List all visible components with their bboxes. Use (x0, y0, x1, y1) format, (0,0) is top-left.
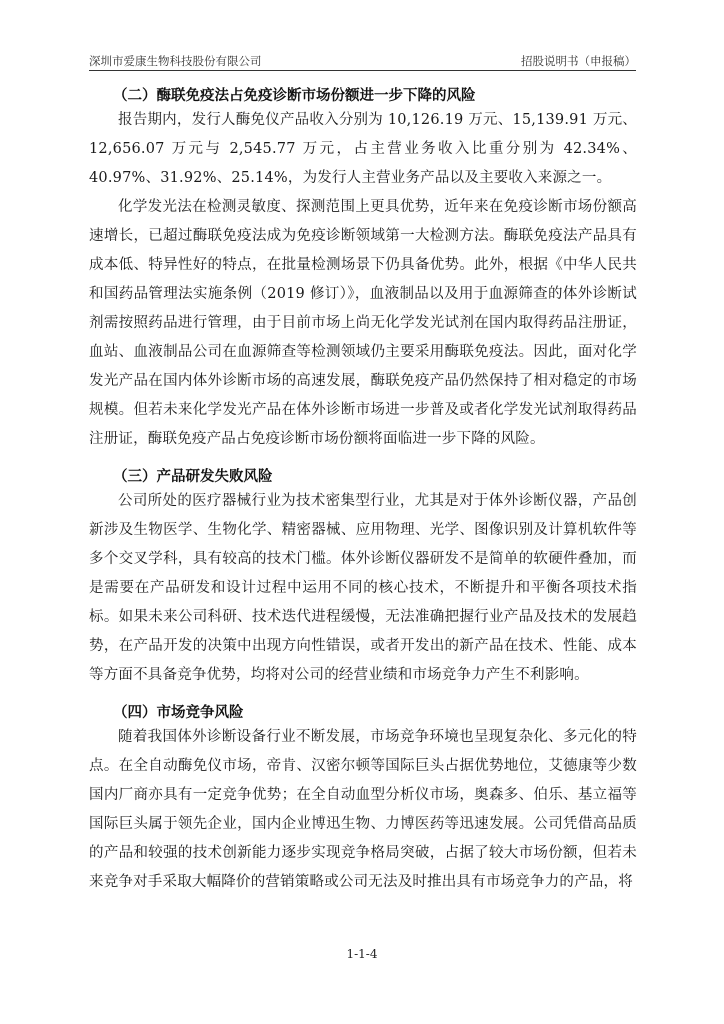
header-company-name: 深圳市爱康生物科技股份有限公司 (89, 54, 262, 68)
section-heading-rd-failure: （三）产品研发失败风险 (113, 469, 273, 485)
paragraph-rd-failure: 公司所处的医疗器械行业为技术密集型行业，尤其是对于体外诊断仪器，产品创新涉及生物医学、生物化学、精密器械、应用物理、光学、图像识别及计算机软件等多个交叉学科，具有较高的技术门槛。体外诊断仪器研发不是简单的软硬件叠加，而是需要在产品研发和设计过程中运用不同的核心技术，不断提升和平衡各项技术指标。如果未来公司科研、技术迭代进程缓慢，无法准确把握行业产品及技术的发展趋势，在产品开发的决策中出现方向性错误，或者开发出的新产品在技术、性能、成本等方面不具备竞争优势，均将对公司的经营业绩和市场竞争力产生不利影响。 (89, 493, 637, 683)
paragraph-chemiluminescence: 化学发光法在检测灵敏度、探测范围上更具优势，近年来在免疫诊断市场份额高速增长，已超过酶联免疫法成为免疫诊断领域第一大检测方法。酶联免疫法产品具有成本低、特异性好的特点，在批量检测场景下仍具备优势。此外，根据《中华人民共和国药品管理法实施条例（2019 修订）》，血液制品以及用于血源筛查的体外诊断试剂需按照药品进行管理，由于目前市场上尚无化学发光试剂在国内取得药品注册证，血站、血液制品公司在血源筛查等检测领域仍主要采用酶联免疫法。因此，面对化学发光产品在国内体外诊断市场的高速发展，酶联免疫产品仍然保持了相对稳定的市场规模。但若未来化学发光产品在体外诊断市场进一步普及或者化学发光试剂取得药品注册证，酶联免疫产品占免疫诊断市场份额将面临进一步下降的风险。 (89, 199, 637, 447)
paragraph-elisa-revenue: 报告期内，发行人酶免仪产品收入分别为 10,126.19 万元、15,139.91 万元、12,656.07 万元与 2,545.77 万元，占主营业务收入比重分别为 42.34%、40.97%、31.92%、25.14%，为发行人主营业务产品以及主要收入来源之一。 (89, 112, 637, 186)
paragraph-market-competition: 随着我国体外诊断设备行业不断发展，市场竞争环境也呈现复杂化、多元化的特点。在全自动酶免仪市场，帝肯、汉密尔顿等国际巨头占据优势地位，艾德康等少数国内厂商亦具有一定竞争优势；在全自动血型分析仪市场，奥森多、伯乐、基立福等国际巨头属于领先企业，国内企业博迅生物、力博医药等迅速发展。公司凭借高品质的产品和较强的技术创新能力逐步实现竞争格局突破，占据了较大市场份额，但若未来竞争对手采取大幅降价的营销策略或公司无法及时推出具有市场竞争力的产品，将 (89, 729, 637, 890)
header-document-title: 招股说明书（申报稿） (521, 54, 636, 68)
section-heading-elisa-risk: （二）酶联免疫法占免疫诊断市场份额进一步下降的风险 (113, 88, 476, 104)
section-heading-market-competition: （四）市场竞争风险 (113, 705, 244, 721)
page-number: 1-1-4 (346, 947, 378, 961)
page-header (89, 50, 636, 71)
main-content (89, 84, 637, 897)
